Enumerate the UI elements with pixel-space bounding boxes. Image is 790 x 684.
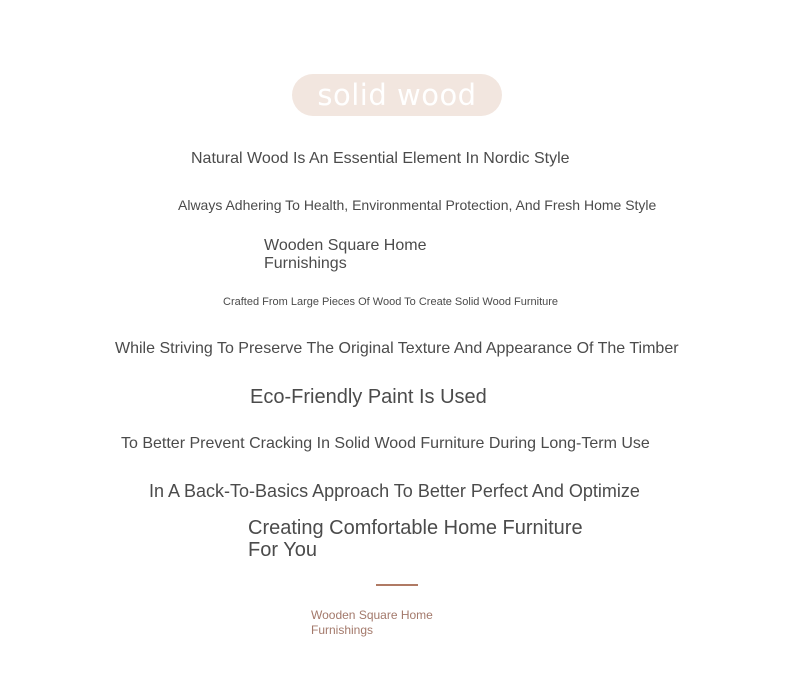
brand-name-heading: Wooden Square Home Furnishings <box>264 237 427 272</box>
back-to-basics-line: In A Back-To-Basics Approach To Better Perfect And Optimize <box>149 481 640 501</box>
accent-divider <box>376 584 418 586</box>
comfortable-furniture-heading: Creating Comfortable Home Furniture For You <box>248 517 583 561</box>
crafted-solid-wood-line: Crafted From Large Pieces Of Wood To Create Solid Wood Furniture <box>223 296 559 308</box>
preserve-texture-line: While Striving To Preserve The Original Texture And Appearance Of The Timber <box>115 340 679 357</box>
prevent-cracking-line: To Better Prevent Cracking In Solid Wood Furniture During Long-Term Use <box>121 435 650 452</box>
solid-wood-badge: solid wood <box>292 74 502 116</box>
nordic-style-heading: Natural Wood Is An Essential Element In Nordic Style <box>191 150 570 167</box>
footer-brand-name: Wooden Square Home Furnishings <box>311 608 433 637</box>
eco-friendly-paint-heading: Eco-Friendly Paint Is Used <box>250 386 487 408</box>
health-environment-line: Always Adhering To Health, Environmental Protection, And Fresh Home Style <box>178 197 657 213</box>
